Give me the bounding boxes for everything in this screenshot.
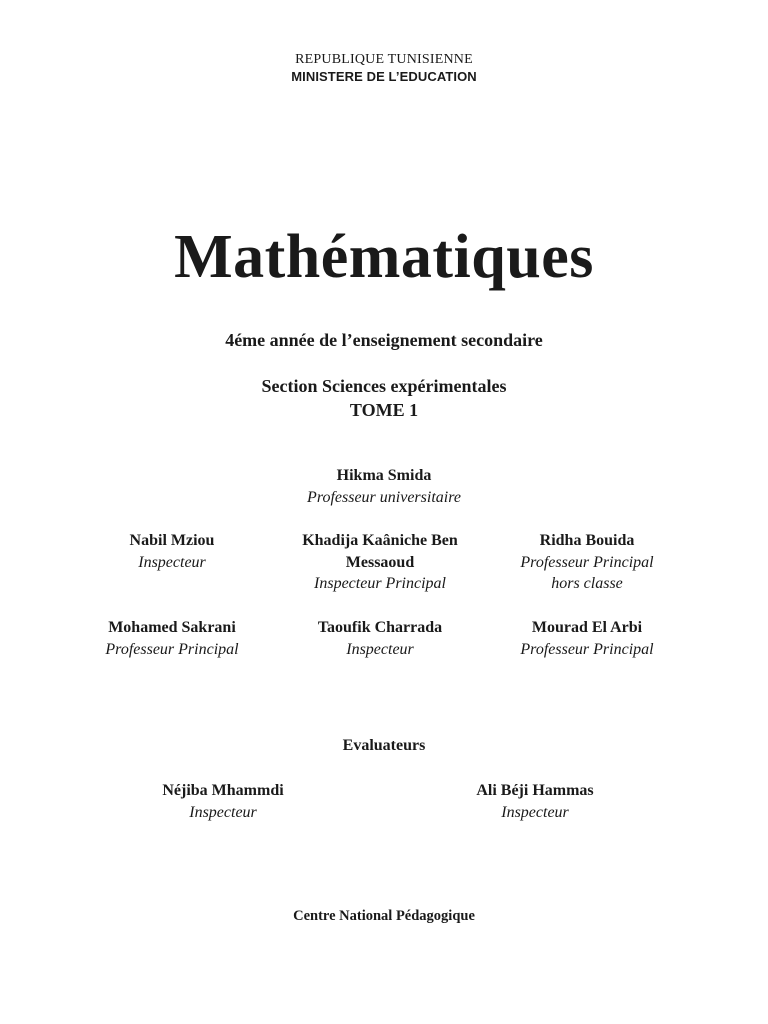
author-row1-2 [265,530,495,595]
author-row1-3 [477,530,697,595]
author-role-line2: hors classe [551,575,623,592]
evaluator-name: Ali Béji Hammas [476,782,594,799]
author-name: Taoufik Charrada [317,619,443,636]
author-name: Mohamed Sakrani [108,619,236,636]
author-name: Nabil Mziou [129,532,215,549]
evaluator-role: Inspecteur [501,803,569,821]
author-role: Inspecteur Principal [314,575,446,592]
evaluator-1 [113,780,333,823]
evaluator-2 [425,780,645,823]
author-row2-2 [265,617,495,660]
author-role: Professeur universitaire [307,488,461,506]
author-row1-1 [62,530,282,573]
evaluators-heading: Evaluateurs [342,737,426,754]
book-tome: TOME 1 [349,400,419,420]
author-row2-1 [62,617,282,660]
author-name: Ridha Bouida [539,532,635,549]
author-row2-3 [477,617,697,660]
author-lead [234,465,534,508]
author-role-line1: Professeur Principal [520,553,654,571]
author-name: Mourad El Arbi [531,619,643,636]
evaluator-name: Néjiba Mhammdi [162,782,284,799]
book-subtitle: 4éme année de l’enseignement secondaire [225,330,543,350]
author-name-line2: Messaoud [345,553,415,571]
book-title: Mathématiques [174,223,594,291]
author-name-line1: Khadija Kaâniche Ben [302,532,458,549]
author-role: Professeur Principal [520,640,654,658]
author-role: Inspecteur [346,640,414,658]
author-role: Professeur Principal [105,640,239,658]
author-name: Hikma Smida [336,467,432,484]
republic-label: REPUBLIQUE TUNISIENNE [295,52,473,67]
ministry-label: MINISTERE DE L’EDUCATION [291,69,477,84]
author-role: Inspecteur [138,553,206,571]
book-section: Section Sciences expérimentales [261,376,507,396]
evaluator-role: Inspecteur [189,803,257,821]
publisher-label: Centre National Pédagogique [293,908,475,924]
